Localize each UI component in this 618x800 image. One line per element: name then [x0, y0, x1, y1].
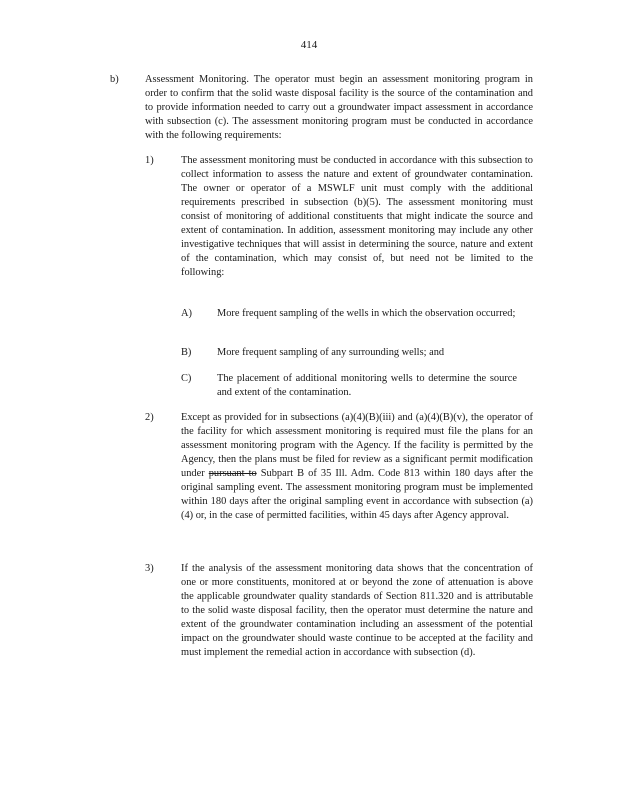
item-2-text-after: Subpart B of 35 Ill. Adm. Code 813 within 180 days after the original sampling event. The assessment monitoring program must be implemented within 180 days after the original sampling event in accordance with subsection (a)(4) or, in the case of permitted facilities, within 45 days after Agency approval. — [181, 468, 533, 521]
item-1-sub-b-text: More frequent sampling of any surrounding wells; and — [217, 347, 445, 358]
item-1-sub-a-text: More frequent sampling of the wells in which the observation occurred; — [217, 308, 516, 319]
item-2-text-before: Except as provided for in subsections (a)(4)(B)(iii) and (a)(4)(B)(v), the operator of the facility for which assessment monitoring is required must file the plans for an assessment monitoring program with the Agency. If the facility is permitted by the Agency, then the plans must be filed for review as a significant permit modification under — [181, 412, 533, 479]
item-2-struck-text: pursuant to — [208, 468, 257, 479]
item-1-sub-c-text: The placement of additional monitoring wells to determine the source and extent of the contamination. — [217, 373, 517, 398]
section-b-paragraph: Assessment Monitoring. The operator must begin an assessment monitoring program in order to confirm that the solid waste disposal facility is the source of the contamination and to provide information needed to carry out a groundwater impact assessment in accordance with subsection (c). The assessment monitoring program must be conducted in accordance with the following requirements: — [145, 74, 533, 141]
item-1-paragraph: The assessment monitoring must be conducted in accordance with this subsection to collect information to assess the nature and extent of groundwater contamination. The owner or operator of a MSWLF unit must comply with the additional requirements prescribed in subsection (b)(5). The assessment monitoring must consist of monitoring of additional constituents that might indicate the source and extent of contamination. In addition, assessment monitoring may include any other investigative techniques that will assist in determining the source, nature and extent of the contamination, which may consist of, but need not be limited to the following: — [181, 155, 533, 278]
item-1-sub-b-label: B) — [181, 347, 192, 358]
item-1-label: 1) — [145, 155, 154, 166]
item-2-label: 2) — [145, 412, 154, 423]
page-number: 414 — [300, 39, 318, 51]
item-1-sub-a-label: A) — [181, 308, 192, 319]
item-3-label: 3) — [145, 563, 154, 574]
section-b-label: b) — [110, 74, 119, 85]
item-1-sub-c-label: C) — [181, 373, 192, 384]
item-3-paragraph: If the analysis of the assessment monitoring data shows that the concentration of one or more constituents, monitored at or beyond the zone of attenuation is above the applicable groundwater quality standards of Section 811.320 and is attributable to the solid waste disposal facility, then the operator must determine the nature and extent of the groundwater contamination including an assessment of the potential impact on the groundwater should waste continue to be accepted at the facility and must implement the remedial action in accordance with subsection (d). — [181, 563, 533, 658]
item-2-paragraph — [181, 411, 533, 523]
